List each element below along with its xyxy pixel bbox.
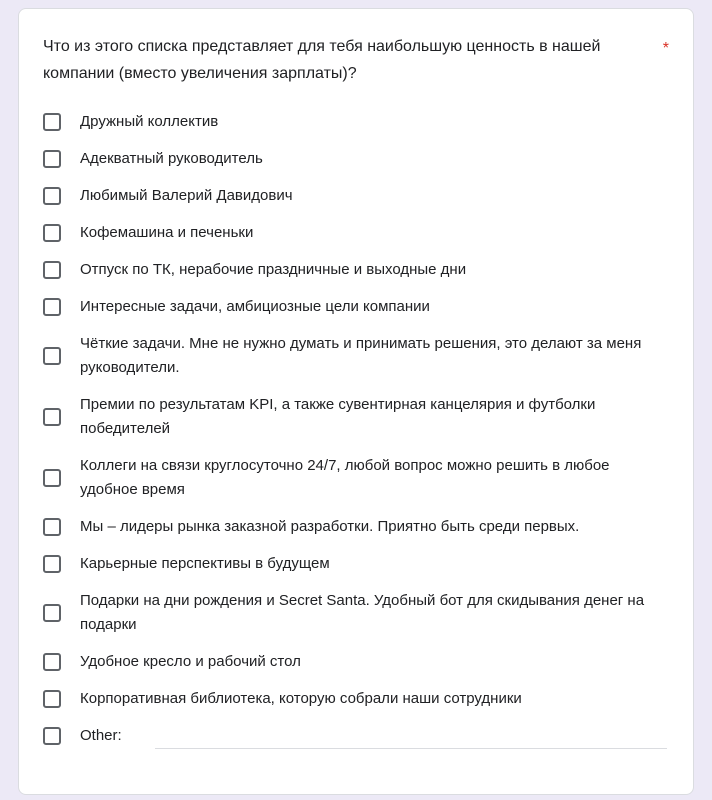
option-label: Кофемашина и печеньки [80, 223, 254, 241]
checkbox-option-row[interactable] [43, 386, 669, 447]
checkbox-unchecked-icon[interactable] [43, 518, 61, 536]
checkbox-unchecked-icon[interactable] [43, 150, 61, 168]
checkbox-option-row[interactable] [43, 214, 669, 251]
option-label: Чёткие задачи. Мне не нужно думать и принимать решения, это делают за меня руководители. [80, 334, 642, 376]
checkbox-option-row[interactable] [43, 325, 669, 386]
checkbox-option-row[interactable] [43, 288, 669, 325]
checkbox-option-row[interactable] [43, 582, 669, 643]
checkbox-unchecked-icon[interactable] [43, 408, 61, 426]
checkbox-option-row[interactable] [43, 508, 669, 545]
checkbox-option-row[interactable] [43, 177, 669, 214]
checkbox-unchecked-icon[interactable] [43, 727, 61, 745]
checkbox-option-row[interactable] [43, 643, 669, 680]
checkbox-unchecked-icon[interactable] [43, 187, 61, 205]
checkbox-option-row[interactable] [43, 251, 669, 288]
checkbox-option-row[interactable] [43, 140, 669, 177]
option-label: Other: [80, 727, 122, 744]
option-label: Корпоративная библиотека, которую собрали наши сотрудники [80, 689, 522, 707]
checkbox-unchecked-icon[interactable] [43, 604, 61, 622]
checkbox-unchecked-icon[interactable] [43, 261, 61, 279]
option-label: Отпуск по ТК, нерабочие праздничные и выходные дни [80, 260, 467, 278]
option-label: Коллеги на связи круглосуточно 24/7, любой вопрос можно решить в любое удобное время [80, 456, 610, 498]
checkbox-unchecked-icon[interactable] [43, 298, 61, 316]
option-label: Мы – лидеры рынка заказной разработки. Приятно быть среди первых. [80, 517, 580, 535]
checkbox-unchecked-icon[interactable] [43, 555, 61, 573]
checkbox-unchecked-icon[interactable] [43, 653, 61, 671]
checkbox-unchecked-icon[interactable] [43, 347, 61, 365]
option-label: Дружный коллектив [80, 112, 219, 130]
options-list [43, 103, 669, 755]
question-title: Что из этого списка представляет для тебя наибольшую ценность в нашей компании (вместо увеличения зарплаты)? [43, 38, 601, 82]
option-label: Любимый Валерий Давидович [80, 186, 293, 204]
checkbox-unchecked-icon[interactable] [43, 469, 61, 487]
option-label: Карьерные перспективы в будущем [80, 554, 330, 572]
checkbox-unchecked-icon[interactable] [43, 224, 61, 242]
checkbox-option-row[interactable] [43, 680, 669, 717]
option-label: Адекватный руководитель [80, 149, 263, 167]
checkbox-option-row[interactable] [43, 103, 669, 140]
checkbox-option-row[interactable] [43, 717, 669, 755]
other-text-input[interactable] [155, 724, 667, 749]
checkbox-option-row[interactable] [43, 545, 669, 582]
option-label: Премии по результатам KPI, а также сувентирная канцелярия и футболки победителей [80, 395, 596, 437]
required-asterisk: * [662, 40, 669, 57]
checkbox-unchecked-icon[interactable] [43, 690, 61, 708]
option-label: Интересные задачи, амбициозные цели компании [80, 297, 430, 315]
checkbox-unchecked-icon[interactable] [43, 113, 61, 131]
checkbox-option-row[interactable] [43, 447, 669, 508]
question-card [18, 8, 694, 795]
option-label: Подарки на дни рождения и Secret Santa. Удобный бот для скидывания денег на подарки [80, 591, 645, 633]
option-label: Удобное кресло и рабочий стол [80, 652, 301, 670]
question-header [43, 33, 669, 87]
